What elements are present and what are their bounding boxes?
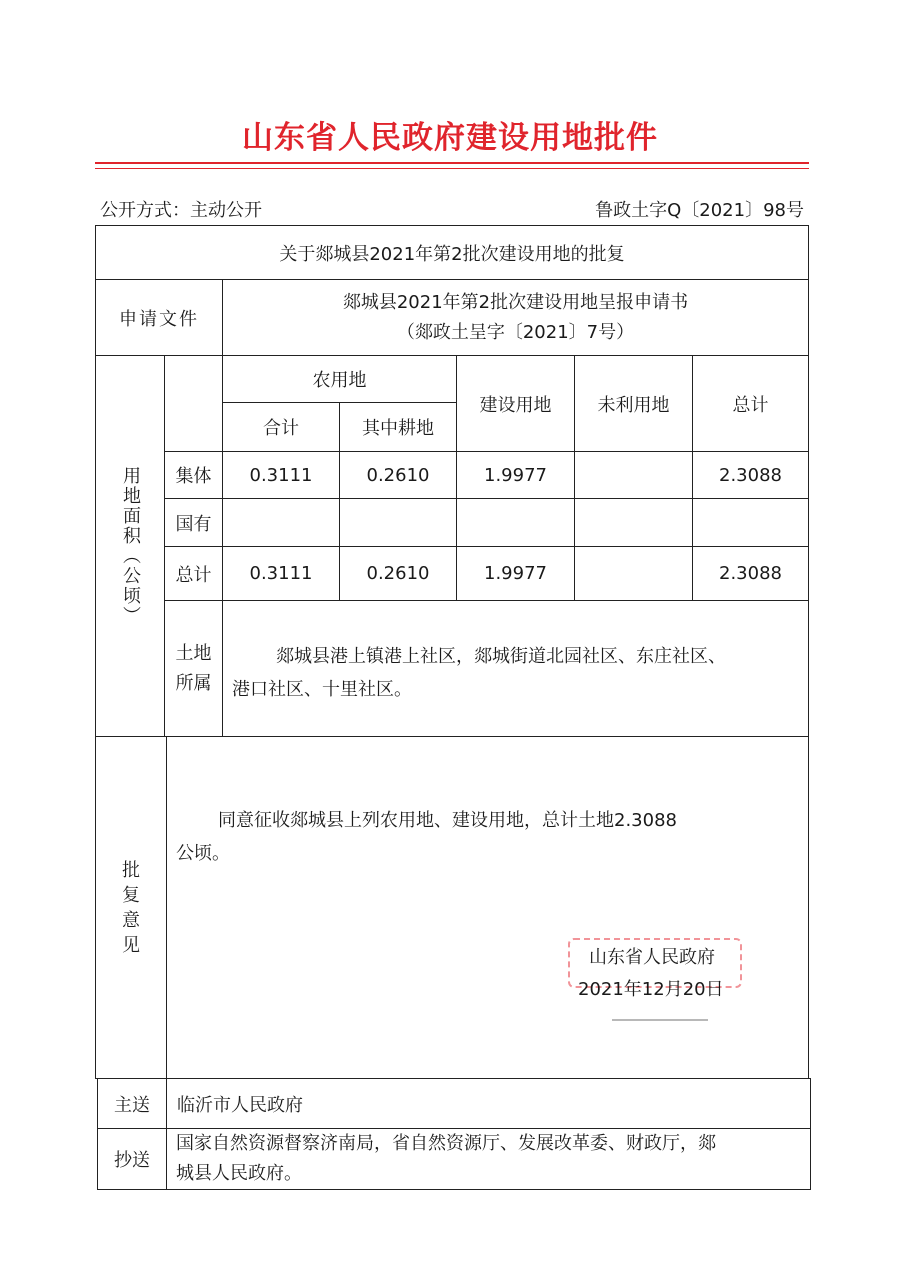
main-recipient-label: 主送 [114,1094,150,1116]
row-collective-arable [339,451,457,499]
title-rule-thin [95,168,809,169]
disclosure-method: 公开方式：主动公开 [100,200,262,221]
cell-value: 2.3088 [719,464,782,486]
title-rule-thick [95,162,809,164]
construction-header: 建设用地 [479,394,552,416]
subject-cell [95,225,809,280]
main-recipient-label-cell [97,1078,167,1129]
row-collective-total [692,451,809,499]
ownership-label: 土地所属 [175,642,212,694]
agri-header: 农用地 [312,370,367,391]
signer: 山东省人民政府 [589,947,715,968]
row-state-construction [456,498,575,547]
row-collective-unused [574,451,693,499]
main-recipient-value: 临沂市人民政府 [177,1094,303,1116]
row-sum-unused [574,546,693,601]
ownership-label-cell [164,600,223,737]
document-title: 山东省人民政府建设用地批件 [242,120,658,156]
row-sum-label-cell [164,546,223,601]
row-state-label-cell [164,498,223,547]
application-line-1: 郯城县2021年第2批次建设用地呈报申请书 [342,291,689,313]
opinion-line-1: 同意征收郯城县上列农用地、建设用地，总计土地2.3088 [218,810,677,831]
signature-mark [612,1019,708,1021]
row-collective-agri-total [222,451,340,499]
unused-header-cell [574,355,693,452]
document-number: 鲁政土字Q〔2021〕98号 [595,200,804,221]
row-sum-construction [456,546,575,601]
ownership-line-1: 郯城县港上镇港上社区，郯城街道北园社区、东庄社区、 [276,646,726,667]
cell-value: 1.9977 [484,563,547,584]
agri-total-header: 合计 [263,418,299,439]
row-sum-total [692,546,809,601]
application-label: 申请文件 [119,308,199,330]
row-label: 总计 [175,564,212,586]
cc-line-2: 城县人民政府。 [176,1163,302,1184]
cell-value: 0.3111 [249,563,313,584]
cell-value: 2.3088 [719,563,782,584]
construction-header-cell [456,355,575,452]
cell-value: 1.9977 [484,464,547,486]
row-state-arable [339,498,457,547]
arable-header-cell [339,402,457,452]
row-state-agri-total [222,498,340,547]
cell-value: 0.3111 [249,464,313,486]
agri-header-cell [222,355,457,403]
cell-value: 0.2610 [366,464,430,486]
subject-text: 关于郯城县2021年第2批次建设用地的批复 [279,243,625,265]
total-header-cell [692,355,809,452]
unused-header: 未利用地 [597,394,670,416]
opinion-label-cell [95,736,167,1079]
application-label-cell [95,279,223,356]
row-sum-agri-total [222,546,340,601]
opinion-body-cell [166,736,809,1079]
cc-label: 抄送 [114,1150,150,1171]
cc-label-cell [97,1128,167,1190]
area-row-header-cell [95,355,165,737]
row-collective-construction [456,451,575,499]
row-label: 集体 [175,466,212,487]
total-header: 总计 [732,394,769,416]
main-recipient-value-cell [166,1078,811,1129]
row-collective-label-cell [164,451,223,499]
cc-line-1: 国家自然资源督察济南局，省自然资源厅、发展改革委、财政厅，郯 [176,1133,716,1154]
approval-date: 2021年12月20日 [578,979,724,1000]
opinion-line-2: 公顷。 [176,843,230,864]
application-line-2: （郯政土呈字〔2021〕7号） [396,321,635,343]
area-corner-cell [164,355,223,452]
row-label: 国有 [175,513,212,535]
area-row-header: 用地面积（公顷） [120,466,141,626]
row-sum-arable [339,546,457,601]
application-value-cell [222,279,809,356]
ownership-line-2: 港口社区、十里社区。 [232,679,412,700]
opinion-label: 批复意见 [122,859,140,956]
row-state-total [692,498,809,547]
agri-total-header-cell [222,402,340,452]
row-state-unused [574,498,693,547]
arable-header: 其中耕地 [362,418,434,439]
cell-value: 0.2610 [366,563,430,584]
